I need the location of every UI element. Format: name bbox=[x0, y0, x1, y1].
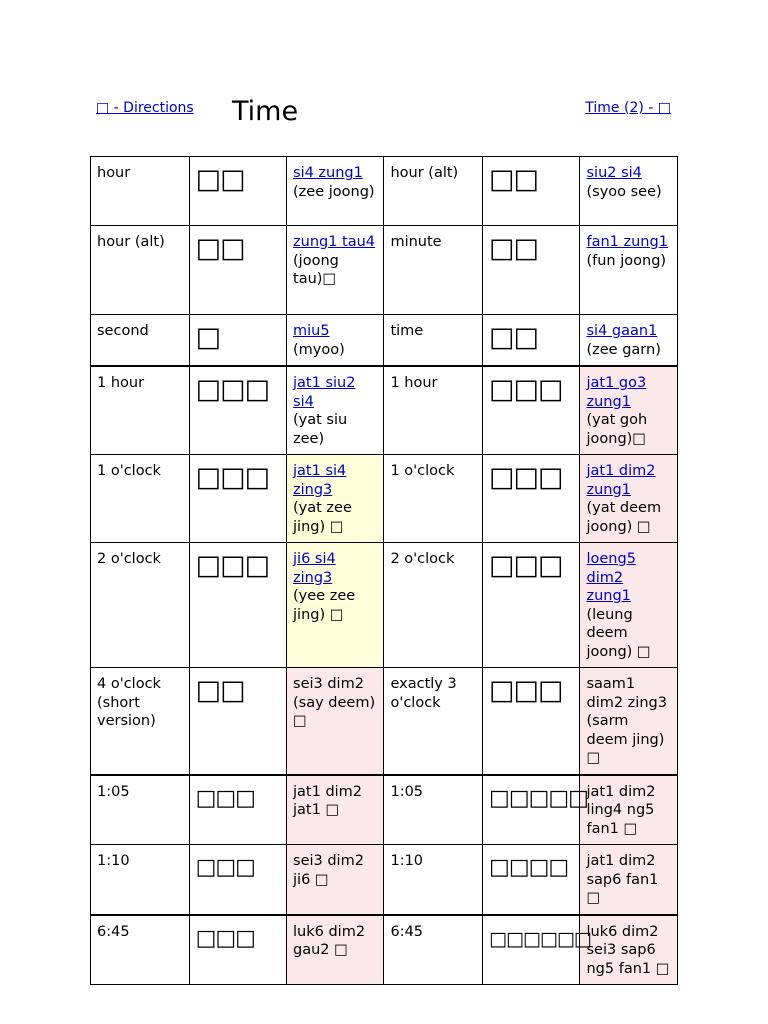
pronunciation-hint: (yat siu zee) bbox=[293, 412, 348, 447]
jyutping-cell bbox=[580, 775, 678, 845]
jyutping-cell bbox=[287, 226, 384, 315]
jyutping-link[interactable]: jat1 dim2 zung1 bbox=[586, 463, 656, 498]
chinese-characters: □□ bbox=[189, 157, 286, 226]
jyutping-cell bbox=[287, 315, 384, 367]
prev-page-link[interactable]: □ - Directions bbox=[96, 100, 194, 116]
jyutping-cell bbox=[287, 668, 384, 775]
pronunciation-hint: (yat goh joong)□ bbox=[586, 412, 648, 447]
pronunciation-text: luk6 dim2 sei3 sap6 ng5 fan1 □ bbox=[586, 923, 670, 977]
pronunciation-hint: (zee joong) bbox=[293, 183, 375, 200]
pronunciation-hint: (sarm deem jing) □ bbox=[586, 713, 665, 766]
jyutping-link[interactable]: jat1 siu2 si4 bbox=[293, 375, 356, 410]
jyutping-cell bbox=[287, 543, 384, 668]
pronunciation-text: jat1 dim2 ling4 ng5 fan1 □ bbox=[586, 783, 656, 837]
table-row bbox=[91, 915, 678, 985]
english-term: 1 o'clock bbox=[384, 455, 483, 543]
english-term: 1:10 bbox=[91, 845, 190, 915]
pronunciation-hint: (yat zee jing) □ bbox=[293, 500, 352, 535]
chinese-characters: □□ bbox=[483, 157, 580, 226]
jyutping-cell bbox=[287, 157, 384, 226]
english-term: 6:45 bbox=[91, 915, 190, 985]
pronunciation-text: sei3 dim2 ji6 □ bbox=[293, 853, 364, 888]
chinese-characters: □□□□ bbox=[483, 845, 580, 915]
english-term: 1:10 bbox=[384, 845, 483, 915]
jyutping-link[interactable]: si4 gaan1 bbox=[586, 323, 658, 339]
jyutping-cell bbox=[287, 915, 384, 985]
english-term: 1 hour bbox=[91, 366, 190, 455]
jyutping-link[interactable]: si4 zung1 bbox=[293, 165, 363, 181]
chinese-characters: □□□ bbox=[483, 668, 580, 775]
jyutping-link[interactable]: fan1 zung1 bbox=[586, 234, 668, 250]
vocabulary-table bbox=[90, 156, 678, 985]
chinese-characters: □□□ bbox=[483, 366, 580, 455]
pronunciation-hint: (fun joong) bbox=[586, 252, 667, 269]
jyutping-cell bbox=[287, 845, 384, 915]
chinese-characters: □□□□□ bbox=[483, 775, 580, 845]
jyutping-link[interactable]: zung1 tau4 bbox=[293, 234, 376, 250]
table-row bbox=[91, 455, 678, 543]
jyutping-cell bbox=[580, 915, 678, 985]
jyutping-link[interactable]: miu5 bbox=[293, 323, 330, 339]
jyutping-cell bbox=[580, 226, 678, 315]
table-row bbox=[91, 157, 678, 226]
jyutping-link[interactable]: loeng5 dim2 zung1 bbox=[586, 551, 636, 604]
pronunciation-hint: (syoo see) bbox=[586, 183, 662, 200]
pronunciation-hint: (myoo) bbox=[293, 341, 345, 358]
english-term: 1 hour bbox=[384, 366, 483, 455]
chinese-characters: □□□ bbox=[189, 845, 286, 915]
page-title: Time bbox=[232, 96, 299, 127]
jyutping-cell bbox=[580, 455, 678, 543]
pronunciation-text: saam1 dim2 zing3 bbox=[586, 676, 667, 711]
jyutping-cell bbox=[287, 455, 384, 543]
table-row bbox=[91, 775, 678, 845]
jyutping-cell bbox=[287, 775, 384, 845]
english-term: 2 o'clock bbox=[384, 543, 483, 668]
table-row bbox=[91, 366, 678, 455]
english-term: 1 o'clock bbox=[91, 455, 190, 543]
english-term: 2 o'clock bbox=[91, 543, 190, 668]
english-term: exactly 3 o'clock bbox=[384, 668, 483, 775]
table-row bbox=[91, 543, 678, 668]
chinese-characters: □□□ bbox=[189, 366, 286, 455]
jyutping-link[interactable]: jat1 si4 zing3 bbox=[293, 463, 347, 498]
jyutping-link[interactable]: ji6 si4 zing3 bbox=[293, 551, 336, 586]
pronunciation-hint: (leung deem joong) □ bbox=[586, 606, 651, 660]
jyutping-cell bbox=[580, 315, 678, 367]
chinese-characters: □□ bbox=[483, 315, 580, 367]
pronunciation-hint: (joong tau)□ bbox=[293, 252, 339, 287]
jyutping-cell bbox=[580, 157, 678, 226]
jyutping-cell bbox=[580, 543, 678, 668]
chinese-characters: □□□ bbox=[189, 455, 286, 543]
chinese-characters: □□□ bbox=[189, 543, 286, 668]
next-page-link[interactable]: Time (2) - □ bbox=[585, 100, 671, 116]
table-row bbox=[91, 668, 678, 775]
english-term: second bbox=[91, 315, 190, 367]
chinese-characters: □□□ bbox=[483, 455, 580, 543]
pronunciation-text: luk6 dim2 gau2 □ bbox=[293, 923, 366, 958]
pronunciation-text: jat1 dim2 sap6 fan1 □ bbox=[586, 853, 659, 906]
table-row bbox=[91, 845, 678, 915]
english-term: 1:05 bbox=[384, 775, 483, 845]
chinese-characters: □□□ bbox=[483, 543, 580, 668]
jyutping-link[interactable]: siu2 si4 bbox=[586, 165, 642, 181]
pronunciation-hint: (zee garn) bbox=[586, 341, 661, 358]
chinese-characters: □□□ bbox=[189, 775, 286, 845]
english-term: time bbox=[384, 315, 483, 367]
english-term: hour (alt) bbox=[384, 157, 483, 226]
english-term: 6:45 bbox=[384, 915, 483, 985]
pronunciation-text: sei3 dim2 (say deem) □ bbox=[293, 676, 376, 729]
chinese-characters: □ bbox=[189, 315, 286, 367]
english-term: 4 o'clock (short version) bbox=[91, 668, 190, 775]
jyutping-cell bbox=[287, 366, 384, 455]
pronunciation-text: jat1 dim2 jat1 □ bbox=[293, 783, 363, 818]
english-term: hour bbox=[91, 157, 190, 226]
chinese-characters: □□□□□□ bbox=[483, 915, 580, 985]
table-row bbox=[91, 226, 678, 315]
pronunciation-hint: (yee zee jing) □ bbox=[293, 588, 356, 623]
chinese-characters: □□□ bbox=[189, 915, 286, 985]
english-term: hour (alt) bbox=[91, 226, 190, 315]
english-term: minute bbox=[384, 226, 483, 315]
table-row bbox=[91, 315, 678, 367]
chinese-characters: □□ bbox=[483, 226, 580, 315]
jyutping-cell bbox=[580, 845, 678, 915]
chinese-characters: □□ bbox=[189, 226, 286, 315]
jyutping-cell bbox=[580, 366, 678, 455]
chinese-characters: □□ bbox=[189, 668, 286, 775]
jyutping-cell bbox=[580, 668, 678, 775]
jyutping-link[interactable]: jat1 go3 zung1 bbox=[586, 375, 647, 410]
english-term: 1:05 bbox=[91, 775, 190, 845]
pronunciation-hint: (yat deem joong) □ bbox=[586, 500, 662, 535]
